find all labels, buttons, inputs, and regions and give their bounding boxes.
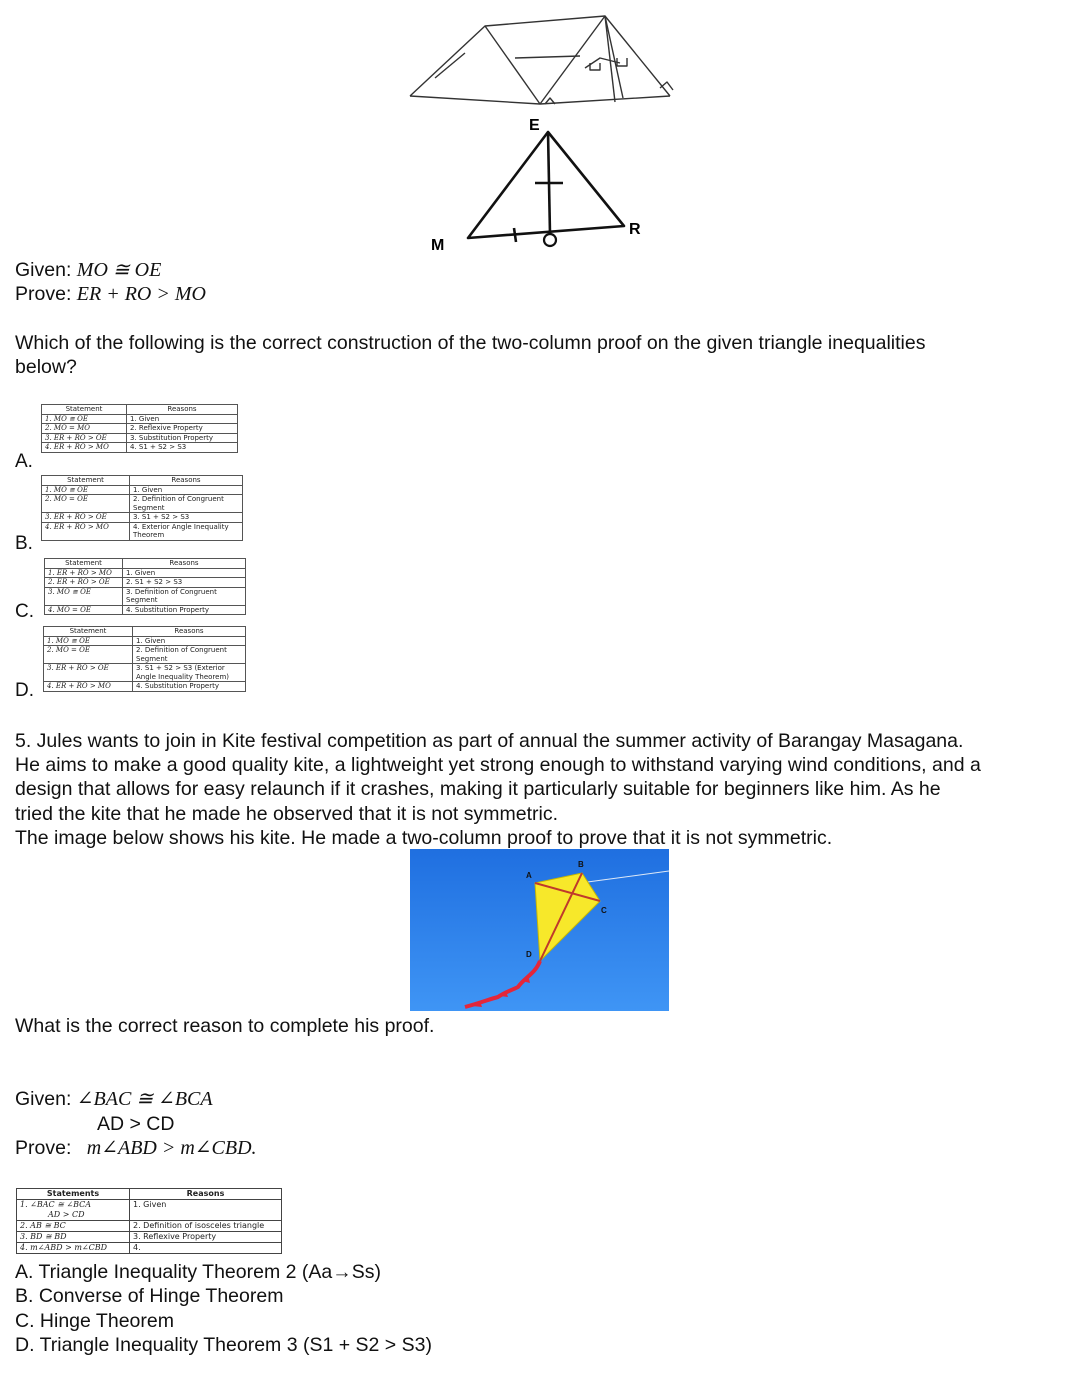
reason-cell: 3. S1 + S2 > S3	[130, 513, 243, 523]
reason-cell: 3. Reflexive Property	[130, 1232, 282, 1243]
prove-5-statement: m∠ABD > m∠CBD.	[86, 1137, 257, 1159]
header-statement: Statement	[45, 559, 123, 569]
reason-cell: 1. Given	[127, 414, 238, 424]
option-a-table[interactable]	[41, 404, 238, 453]
kite-label-b: B	[578, 860, 584, 869]
header-statements: Statements	[17, 1189, 130, 1200]
question-4	[15, 331, 1065, 379]
statement-cell: 1. MO ≅ OE	[44, 636, 133, 646]
statement-cell: 2. AB ≅ BC	[17, 1221, 130, 1232]
question-5: What is the correct reason to complete his proof.	[15, 1015, 435, 1037]
statement-cell: 2. ER + RO > OE	[45, 578, 123, 588]
problem-5-line1: 5. Jules wants to join in Kite festival competition as part of annual the summer activity of Barangay Masagana.	[15, 730, 964, 752]
header-reasons: Reasons	[130, 476, 243, 486]
reason-cell: 4. Substitution Property	[133, 682, 246, 692]
header-reasons: Reasons	[133, 627, 246, 637]
option-c-table[interactable]	[44, 558, 246, 615]
statement-cell: 3. BD ≅ BD	[17, 1232, 130, 1243]
prove-label: Prove:	[15, 283, 72, 305]
reason-cell: 3. Definition of Congruent Segment	[123, 587, 246, 605]
kite-label-c: C	[601, 906, 607, 915]
tent-illustration	[405, 8, 675, 108]
choice-a[interactable]: A. Triangle Inequality Theorem 2 (Aa→Ss)	[15, 1261, 381, 1283]
choices-list	[15, 1260, 432, 1358]
given-5-statement2: AD > CD	[97, 1113, 175, 1135]
header-statement: Statement	[42, 476, 130, 486]
problem-5-paragraph	[15, 729, 1075, 850]
statement-cell	[17, 1200, 130, 1221]
header-reasons: Reasons	[123, 559, 246, 569]
kite-proof-table	[16, 1188, 282, 1254]
reason-cell: 1. Given	[130, 1200, 282, 1221]
statement-cell: 1. ER + RO > MO	[45, 568, 123, 578]
choice-b[interactable]: B. Converse of Hinge Theorem	[15, 1285, 284, 1308]
given-statement: MO ≅ OE	[76, 259, 162, 281]
reason-cell: 2. Reflexive Property	[127, 424, 238, 434]
statement-cell: 1. MO ≅ OE	[42, 485, 130, 495]
statement-line: AD > CD	[48, 1210, 85, 1219]
kite-label-d: D	[526, 950, 532, 959]
statement-cell: 3. ER + RO > OE	[42, 433, 127, 443]
reason-cell: 2. Definition of Congruent Segment	[133, 646, 246, 664]
header-reasons: Reasons	[130, 1189, 282, 1200]
problem-5-line5: The image below shows his kite. He made a two-column proof to prove that it is not symmetric.	[15, 826, 833, 849]
option-d-letter[interactable]: D.	[15, 680, 34, 701]
problem-5-line4: tried the kite that he made he observed that it is not symmetric.	[15, 802, 559, 825]
triangle-figure	[425, 110, 655, 255]
reason-cell: 3. Substitution Property	[127, 433, 238, 443]
option-b-letter[interactable]: B.	[15, 533, 33, 554]
option-d-table[interactable]	[43, 626, 246, 692]
prove-5-label: Prove:	[15, 1137, 72, 1159]
option-b-table[interactable]	[41, 475, 243, 541]
reason-cell: 4. Exterior Angle Inequality Theorem	[130, 522, 243, 540]
reason-cell: 1. Given	[130, 485, 243, 495]
statement-cell: 3. ER + RO > OE	[42, 513, 130, 523]
reason-cell: 2. Definition of Congruent Segment	[130, 495, 243, 513]
choice-d[interactable]: D. Triangle Inequality Theorem 3 (S1 + S2 > S3)	[15, 1334, 432, 1357]
reason-cell: 3. S1 + S2 > S3 (Exterior Angle Inequality Theorem)	[133, 664, 246, 682]
reason-cell: 4.	[130, 1243, 282, 1254]
prove-5-line	[15, 1136, 257, 1160]
prove-statement: ER + RO > MO	[76, 283, 206, 305]
statement-cell: 4. m∠ABD > m∠CBD	[17, 1243, 130, 1254]
given-label: Given:	[15, 259, 72, 281]
option-c-letter[interactable]: C.	[15, 601, 34, 622]
problem-5-line2: He aims to make a good quality kite, a lightweight yet strong enough to withstand varying wind conditions, and a	[15, 754, 981, 777]
reason-cell: 1. Given	[133, 636, 246, 646]
statement-line: 1. ∠BAC ≅ ∠BCA	[20, 1200, 92, 1209]
statement-cell: 4. ER + RO > MO	[42, 443, 127, 453]
statement-cell: 4. ER + RO > MO	[42, 522, 130, 540]
prove-line	[15, 282, 206, 306]
statement-cell: 2. MO = MO	[42, 424, 127, 434]
header-statement: Statement	[44, 627, 133, 637]
statement-cell: 3. ER + RO > OE	[44, 664, 133, 682]
statement-cell: 3. MO ≅ OE	[45, 587, 123, 605]
given-line	[15, 258, 161, 282]
reason-cell: 2. Definition of isosceles triangle	[130, 1221, 282, 1232]
statement-cell: 2. MO = OE	[42, 495, 130, 513]
reason-cell: 2. S1 + S2 > S3	[123, 578, 246, 588]
reason-cell: 4. S1 + S2 > S3	[127, 443, 238, 453]
given-5-statement1: ∠BAC ≅ ∠BCA	[76, 1088, 213, 1110]
option-a-letter[interactable]: A.	[15, 451, 33, 472]
statement-cell: 4. ER + RO > MO	[44, 682, 133, 692]
statement-cell: 4. MO = OE	[45, 605, 123, 615]
label-m: M	[431, 237, 445, 254]
kite-label-a: A	[526, 871, 532, 880]
statement-cell: 2. MO = OE	[44, 646, 133, 664]
reason-cell: 4. Substitution Property	[123, 605, 246, 615]
choice-c[interactable]: C. Hinge Theorem	[15, 1309, 174, 1332]
kite-photo	[410, 849, 669, 1011]
statement-cell: 1. MO ≅ OE	[42, 414, 127, 424]
label-e: E	[529, 117, 540, 134]
reason-cell: 1. Given	[123, 568, 246, 578]
question-4-line2: below?	[15, 356, 77, 379]
label-r: R	[629, 221, 641, 238]
given-5-label: Given:	[15, 1088, 72, 1110]
header-statement: Statement	[42, 405, 127, 415]
question-4-line1: Which of the following is the correct construction of the two-column proof on the given triangle inequalities	[15, 332, 926, 354]
given-5-line	[15, 1087, 213, 1111]
header-reasons: Reasons	[127, 405, 238, 415]
problem-5-line3: design that allows for easy relaunch if it crashes, making it particularly suitable for beginners like him. As he	[15, 778, 941, 801]
